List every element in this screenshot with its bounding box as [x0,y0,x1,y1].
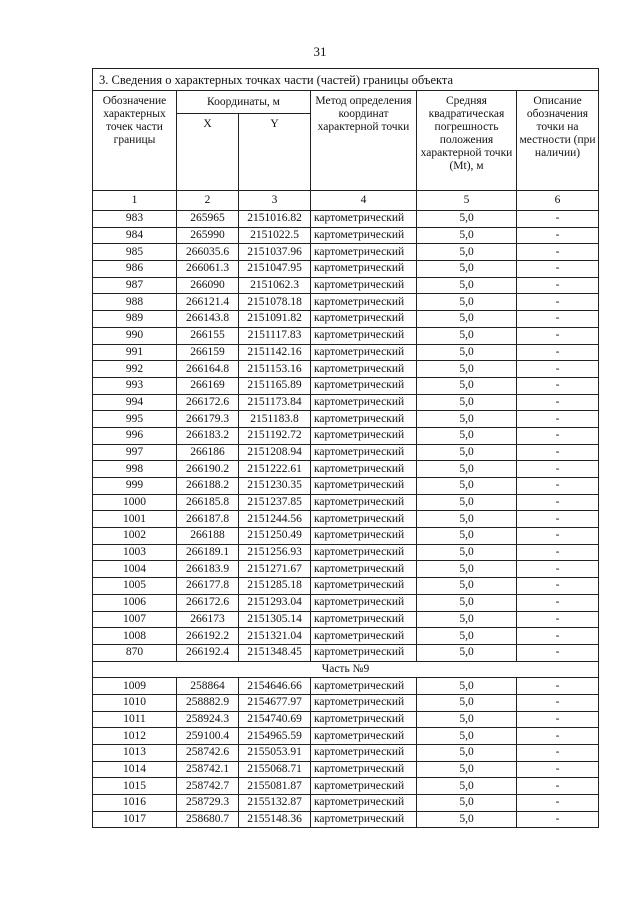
cell-point: 995 [93,411,177,428]
cell-description: - [517,211,599,228]
cell-method: картометрический [311,327,417,344]
cell-y: 2151022.5 [239,227,311,244]
cell-error: 5,0 [417,644,517,661]
cell-y: 2151091.82 [239,311,311,328]
cell-error: 5,0 [417,277,517,294]
cell-point: 985 [93,244,177,261]
table-row [93,211,599,228]
cell-method: картометрический [311,594,417,611]
column-number: 4 [311,191,417,211]
cell-y: 2151293.04 [239,594,311,611]
cell-point: 1008 [93,628,177,645]
cell-x: 266187.8 [177,511,239,528]
cell-point: 1011 [93,711,177,728]
cell-method: картометрический [311,211,417,228]
cell-point: 1006 [93,594,177,611]
cell-method: картометрический [311,461,417,478]
cell-x: 266186 [177,444,239,461]
cell-method: картометрический [311,811,417,828]
cell-error: 5,0 [417,211,517,228]
cell-x: 266035.6 [177,244,239,261]
cell-method: картометрический [311,361,417,378]
cell-description: - [517,244,599,261]
cell-point: 1000 [93,494,177,511]
cell-point: 983 [93,211,177,228]
cell-x: 266155 [177,327,239,344]
cell-x: 266190.2 [177,461,239,478]
cell-point: 993 [93,377,177,394]
cell-method: картометрический [311,795,417,812]
cell-point: 988 [93,294,177,311]
header-description: Описание обозначения точки на местности (при наличии) [517,91,599,191]
cell-method: картометрический [311,344,417,361]
header-y: Y [239,114,311,191]
cell-point: 991 [93,344,177,361]
cell-description: - [517,528,599,545]
cell-error: 5,0 [417,494,517,511]
table-row [93,494,599,511]
cell-method: картометрический [311,678,417,695]
header-x: X [177,114,239,191]
cell-y: 2155148.36 [239,811,311,828]
cell-x: 266192.4 [177,644,239,661]
cell-point: 1005 [93,578,177,595]
table-row [93,377,599,394]
cell-error: 5,0 [417,711,517,728]
column-number: 6 [517,191,599,211]
cell-method: картометрический [311,427,417,444]
cell-description: - [517,611,599,628]
cell-x: 258742.7 [177,778,239,795]
cell-x: 266177.8 [177,578,239,595]
cell-y: 2155081.87 [239,778,311,795]
cell-description: - [517,344,599,361]
cell-x: 266172.6 [177,594,239,611]
cell-error: 5,0 [417,478,517,495]
header-coordinates: Координаты, м [177,91,311,114]
cell-description: - [517,811,599,828]
cell-description: - [517,277,599,294]
part-label: Часть №9 [93,661,599,678]
cell-method: картометрический [311,578,417,595]
cell-error: 5,0 [417,427,517,444]
cell-error: 5,0 [417,728,517,745]
cell-method: картометрический [311,511,417,528]
cell-y: 2151305.14 [239,611,311,628]
cell-method: картометрический [311,694,417,711]
cell-y: 2151285.18 [239,578,311,595]
table-row [93,294,599,311]
cell-point: 996 [93,427,177,444]
part-separator-row [93,661,599,678]
cell-y: 2151047.95 [239,261,311,278]
cell-point: 870 [93,644,177,661]
cell-point: 990 [93,327,177,344]
cell-error: 5,0 [417,778,517,795]
cell-y: 2154677.97 [239,694,311,711]
cell-point: 998 [93,461,177,478]
cell-description: - [517,511,599,528]
cell-error: 5,0 [417,528,517,545]
cell-description: - [517,778,599,795]
cell-error: 5,0 [417,578,517,595]
cell-error: 5,0 [417,811,517,828]
cell-x: 259100.4 [177,728,239,745]
table-row [93,411,599,428]
cell-error: 5,0 [417,327,517,344]
cell-method: картометрический [311,544,417,561]
cell-method: картометрический [311,561,417,578]
table-row [93,394,599,411]
table-row [93,361,599,378]
cell-x: 266188 [177,528,239,545]
column-number: 1 [93,191,177,211]
part2-rows [93,678,599,828]
table-row [93,478,599,495]
table-row [93,711,599,728]
cell-description: - [517,427,599,444]
table-row [93,528,599,545]
cell-y: 2151165.89 [239,377,311,394]
cell-y: 2151142.16 [239,344,311,361]
cell-y: 2151250.49 [239,528,311,545]
header-method: Метод определения координат характерной точки [311,91,417,191]
header-error: Средняя квадратическая погрешность положения характерной точки (Mt), м [417,91,517,191]
cell-y: 2151062.3 [239,277,311,294]
cell-description: - [517,728,599,745]
cell-y: 2151078.18 [239,294,311,311]
cell-error: 5,0 [417,377,517,394]
cell-point: 1002 [93,528,177,545]
table-row [93,244,599,261]
cell-method: картометрический [311,227,417,244]
cell-error: 5,0 [417,444,517,461]
cell-error: 5,0 [417,361,517,378]
cell-x: 266188.2 [177,478,239,495]
column-number: 2 [177,191,239,211]
table-row [93,795,599,812]
cell-description: - [517,628,599,645]
cell-point: 1014 [93,761,177,778]
cell-point: 1017 [93,811,177,828]
cell-y: 2151271.67 [239,561,311,578]
cell-y: 2151244.56 [239,511,311,528]
cell-point: 1007 [93,611,177,628]
cell-method: картометрический [311,244,417,261]
cell-x: 258742.1 [177,761,239,778]
cell-x: 266169 [177,377,239,394]
table-row [93,694,599,711]
cell-point: 994 [93,394,177,411]
cell-method: картометрический [311,261,417,278]
page-number: 31 [313,44,327,59]
cell-description: - [517,478,599,495]
cell-point: 986 [93,261,177,278]
cell-error: 5,0 [417,344,517,361]
table-row [93,561,599,578]
cell-error: 5,0 [417,511,517,528]
cell-x: 258924.3 [177,711,239,728]
cell-x: 258882.9 [177,694,239,711]
part1-rows [93,211,599,662]
table-row [93,511,599,528]
cell-method: картометрический [311,277,417,294]
header-point-designation: Обозначение характерных точек части границы [93,91,177,191]
cell-x: 258864 [177,678,239,695]
cell-description: - [517,594,599,611]
cell-method: картометрический [311,711,417,728]
cell-description: - [517,694,599,711]
cell-method: картометрический [311,377,417,394]
cell-point: 992 [93,361,177,378]
cell-y: 2154646.66 [239,678,311,695]
cell-description: - [517,578,599,595]
cell-error: 5,0 [417,394,517,411]
cell-x: 258742.6 [177,745,239,762]
cell-y: 2151348.45 [239,644,311,661]
cell-error: 5,0 [417,544,517,561]
boundary-points-table-wrapper [92,68,598,828]
cell-method: картометрический [311,628,417,645]
cell-point: 1010 [93,694,177,711]
cell-description: - [517,311,599,328]
cell-point: 1004 [93,561,177,578]
cell-x: 265990 [177,227,239,244]
cell-y: 2155132.87 [239,795,311,812]
cell-error: 5,0 [417,678,517,695]
cell-point: 989 [93,311,177,328]
cell-description: - [517,644,599,661]
cell-y: 2151173.84 [239,394,311,411]
cell-description: - [517,711,599,728]
cell-method: картометрический [311,728,417,745]
cell-x: 266183.2 [177,427,239,444]
cell-y: 2151256.93 [239,544,311,561]
cell-method: картометрический [311,494,417,511]
table-row [93,628,599,645]
cell-x: 266185.8 [177,494,239,511]
table-row [93,227,599,244]
cell-y: 2151237.85 [239,494,311,511]
table-row [93,544,599,561]
cell-description: - [517,561,599,578]
cell-error: 5,0 [417,411,517,428]
cell-y: 2151208.94 [239,444,311,461]
cell-error: 5,0 [417,745,517,762]
cell-method: картометрический [311,778,417,795]
cell-y: 2151222.61 [239,461,311,478]
cell-description: - [517,411,599,428]
table-row [93,261,599,278]
cell-x: 266164.8 [177,361,239,378]
cell-method: картометрический [311,761,417,778]
cell-y: 2151230.35 [239,478,311,495]
cell-y: 2151037.96 [239,244,311,261]
cell-method: картометрический [311,294,417,311]
cell-description: - [517,795,599,812]
column-number: 3 [239,191,311,211]
cell-x: 266172.6 [177,394,239,411]
table-row [93,728,599,745]
cell-error: 5,0 [417,244,517,261]
cell-error: 5,0 [417,795,517,812]
cell-x: 265965 [177,211,239,228]
cell-description: - [517,761,599,778]
cell-method: картометрический [311,745,417,762]
cell-x: 266061.3 [177,261,239,278]
cell-point: 984 [93,227,177,244]
cell-point: 1001 [93,511,177,528]
cell-error: 5,0 [417,694,517,711]
table-row [93,678,599,695]
cell-y: 2151192.72 [239,427,311,444]
cell-x: 266143.8 [177,311,239,328]
cell-y: 2154965.59 [239,728,311,745]
cell-description: - [517,227,599,244]
table-row [93,761,599,778]
cell-error: 5,0 [417,294,517,311]
cell-description: - [517,294,599,311]
cell-error: 5,0 [417,594,517,611]
table-row [93,277,599,294]
section-title: 3. Сведения о характерных точках части (частей) границы объекта [93,69,599,91]
cell-point: 997 [93,444,177,461]
cell-point: 1003 [93,544,177,561]
cell-point: 1013 [93,745,177,762]
cell-description: - [517,494,599,511]
table-row [93,311,599,328]
cell-error: 5,0 [417,261,517,278]
cell-point: 1016 [93,795,177,812]
cell-description: - [517,377,599,394]
cell-y: 2151321.04 [239,628,311,645]
table-row [93,344,599,361]
table-row [93,461,599,478]
cell-point: 1015 [93,778,177,795]
cell-description: - [517,394,599,411]
table-row [93,444,599,461]
column-number: 5 [417,191,517,211]
cell-method: картометрический [311,394,417,411]
cell-x: 266121.4 [177,294,239,311]
cell-x: 266189.1 [177,544,239,561]
cell-x: 266192.2 [177,628,239,645]
table-row [93,644,599,661]
cell-method: картометрический [311,478,417,495]
cell-method: картометрический [311,411,417,428]
cell-error: 5,0 [417,611,517,628]
cell-y: 2151183.8 [239,411,311,428]
boundary-points-table [92,68,599,828]
cell-error: 5,0 [417,461,517,478]
cell-description: - [517,678,599,695]
table-row [93,578,599,595]
cell-x: 266090 [177,277,239,294]
cell-x: 266173 [177,611,239,628]
cell-y: 2151117.83 [239,327,311,344]
cell-error: 5,0 [417,227,517,244]
cell-point: 1012 [93,728,177,745]
cell-description: - [517,261,599,278]
table-row [93,745,599,762]
cell-error: 5,0 [417,761,517,778]
cell-description: - [517,544,599,561]
cell-method: картометрический [311,311,417,328]
cell-x: 266159 [177,344,239,361]
table-row [93,778,599,795]
cell-y: 2151153.16 [239,361,311,378]
cell-method: картометрический [311,644,417,661]
table-row [93,611,599,628]
cell-y: 2154740.69 [239,711,311,728]
cell-description: - [517,361,599,378]
cell-x: 258729.3 [177,795,239,812]
cell-description: - [517,444,599,461]
table-row [93,427,599,444]
table-row [93,811,599,828]
cell-error: 5,0 [417,311,517,328]
cell-error: 5,0 [417,628,517,645]
table-row [93,594,599,611]
table-row [93,327,599,344]
cell-description: - [517,745,599,762]
cell-x: 266183.9 [177,561,239,578]
cell-method: картометрический [311,528,417,545]
cell-description: - [517,461,599,478]
cell-y: 2151016.82 [239,211,311,228]
cell-method: картометрический [311,444,417,461]
cell-y: 2155068.71 [239,761,311,778]
cell-x: 258680.7 [177,811,239,828]
cell-description: - [517,327,599,344]
cell-point: 987 [93,277,177,294]
cell-point: 999 [93,478,177,495]
cell-y: 2155053.91 [239,745,311,762]
cell-method: картометрический [311,611,417,628]
cell-point: 1009 [93,678,177,695]
cell-error: 5,0 [417,561,517,578]
cell-x: 266179.3 [177,411,239,428]
